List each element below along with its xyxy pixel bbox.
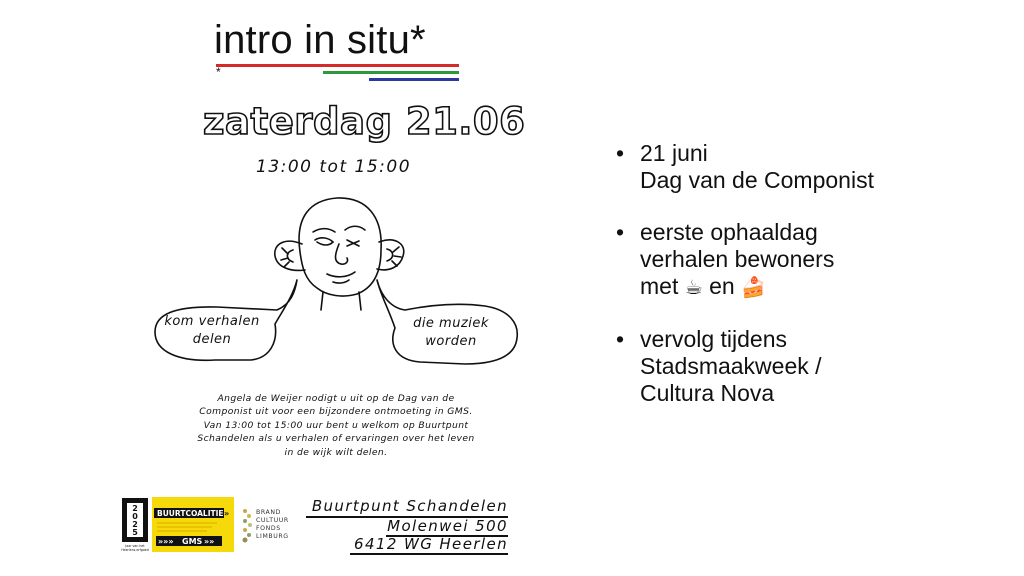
bullet-line: Stadsmaakweek /	[640, 353, 822, 379]
coffee-icon: ☕	[684, 275, 703, 299]
event-time: 13:00 tot 15:00	[256, 157, 412, 177]
address-line-1: Buurtpunt Schandelen	[311, 497, 508, 515]
stripe-green	[323, 71, 459, 74]
bullet-line: Cultura Nova	[640, 380, 775, 406]
bubble-right-line: die muziek	[413, 316, 489, 331]
bullet-line: eerste ophaaldag	[640, 219, 818, 245]
logo-2025-digit: 0	[132, 512, 138, 521]
logo-2025-digit: 2	[132, 520, 138, 529]
bullet-dot: •	[616, 219, 625, 245]
logo-2025-digit: 5	[132, 528, 138, 537]
bubble-right-line: worden	[425, 334, 477, 349]
bullet-text: met	[640, 273, 679, 299]
buurtcoalitie-artwork	[152, 497, 234, 552]
bullet-item	[612, 219, 1012, 301]
bullet-line	[640, 273, 1012, 301]
brand-line: FONDS	[256, 525, 281, 532]
bullet-text: en	[709, 273, 735, 299]
brand-line: BRAND	[256, 509, 281, 516]
logo-2025-caption: Heerlens erfgoed	[121, 548, 149, 552]
asterisk-note: *	[216, 65, 221, 79]
brand-line: CULTUUR	[256, 517, 289, 524]
bullet-item	[612, 326, 1012, 407]
event-date: zaterdag 21.06	[203, 100, 526, 143]
bullet-dot: •	[616, 140, 625, 166]
address-line-2: Molenwei 500	[387, 517, 508, 535]
svg-text:»»»: »»»	[158, 537, 174, 546]
bullet-line: 21 juni	[640, 140, 708, 166]
brand-line: LIMBURG	[256, 533, 289, 540]
bubble-left-line: delen	[192, 332, 232, 347]
bullet-item	[612, 140, 1012, 194]
address-underline	[350, 553, 508, 555]
buurtcoalitie-gms: GMS	[182, 537, 203, 546]
bullet-list	[612, 140, 1012, 432]
poster-title: intro in situ*	[214, 18, 426, 62]
bullet-line: Dag van de Componist	[640, 167, 874, 193]
stripe-blue	[369, 78, 459, 81]
logo-2025-digit: 2	[132, 504, 138, 513]
logo-buurtcoalitie	[152, 497, 234, 552]
address-line-3: 6412 WG Heerlen	[354, 535, 508, 553]
svg-text:»»: »»	[204, 537, 215, 546]
bullet-line: verhalen bewoners	[640, 246, 835, 272]
stripe-red	[216, 64, 459, 67]
logo-2025-caption: Jaar van het	[125, 544, 145, 548]
logo-brand-cultuurfonds	[240, 505, 290, 545]
logo-2025	[121, 497, 151, 552]
svg-text:»: »	[224, 509, 230, 518]
bubble-right-text	[393, 315, 509, 351]
bullet-line: vervolg tijdens	[640, 326, 788, 352]
bullet-dot: •	[616, 326, 625, 352]
buurtcoalitie-label: BUURTCOALITIE	[157, 509, 224, 518]
bubble-left-line: kom verhalen	[164, 314, 260, 329]
event-description: Angela de Weijer nodigt u uit op de Dag van de Componist uit voor een bijzondere ontmoeting in GMS. Van 13:00 tot 15:00 uur bent u welkom op Buurtpunt Schandelen als u verhalen of ervaringen over het leven in de wijk wilt delen.	[197, 393, 475, 458]
cake-icon: 🍰	[741, 275, 766, 299]
bubble-left-text	[158, 313, 266, 349]
